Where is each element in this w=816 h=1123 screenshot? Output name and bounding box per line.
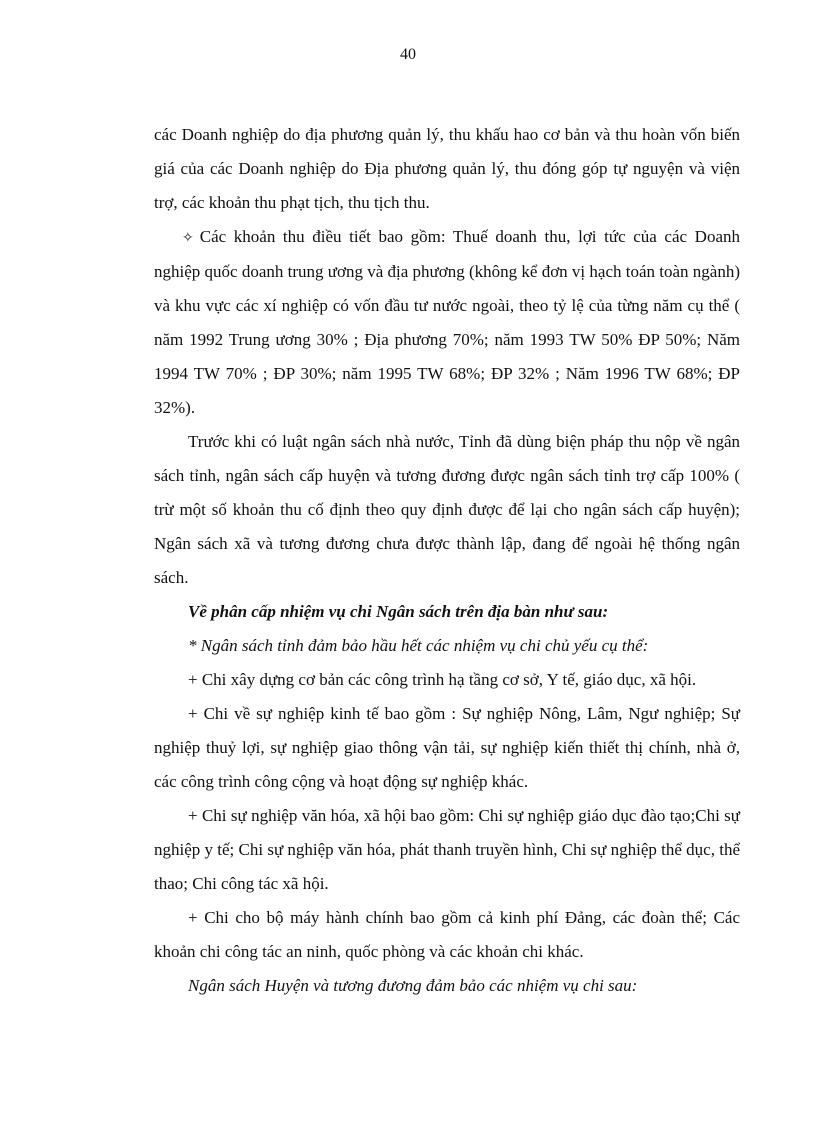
paragraph-before-budget-law: Trước khi có luật ngân sách nhà nước, Tỉnh đã dùng biện pháp thu nộp về ngân sách tỉnh, ngân sách cấp huyện và tương đương được ngân sách tỉnh trợ cấp 100% ( trừ một số khoản thu cố định theo quy định được để lại cho ngân sách cấp huyện); Ngân sách xã và tương đương chưa được thành lập, đang để ngoài hệ thống ngân sách.: [154, 432, 740, 587]
paragraph-revenue-sources: các Doanh nghiệp do địa phương quản lý, thu khấu hao cơ bản và thu hoàn vốn biến giá của các Doanh nghiệp do Địa phương quản lý, thu đóng góp tự nguyện và viện trợ, các khoản thu phạt tịch, thu tịch thu.: [154, 125, 740, 212]
document-body: [154, 118, 740, 1003]
subheading-district-budget: Ngân sách Huyện và tương đương đảm bảo các nhiệm vụ chi sau:: [188, 976, 638, 995]
paragraph-regulated-revenue-text: Các khoản thu điều tiết bao gồm: Thuế doanh thu, lợi tức của các Doanh nghiệp quốc doanh trung ương và địa phương (không kể đơn vị hạch toán toàn ngành) và khu vực các xí nghiệp có vốn đầu tư nước ngoài, theo tỷ lệ của từng năm cụ thể ( năm 1992 Trung ương 30% ; Địa phương 70%; năm 1993 TW 50% ĐP 50%; Năm 1994 TW 70% ; ĐP 30%; năm 1995 TW 68%; ĐP 32% ; Năm 1996 TW 68%; ĐP 32%).: [154, 227, 740, 417]
diamond-bullet-icon: ✧: [182, 230, 194, 246]
subheading-province-budget: * Ngân sách tỉnh đảm bảo hầu hết các nhiệm vụ chi chủ yếu cụ thể:: [188, 636, 649, 655]
list-item-infrastructure: + Chi xây dựng cơ bản các công trình hạ tầng cơ sở, Y tế, giáo dục, xã hội.: [188, 670, 697, 689]
list-item-administration: + Chi cho bộ máy hành chính bao gồm cả kinh phí Đảng, các đoàn thể; Các khoản chi công tác an ninh, quốc phòng và các khoản chi khác.: [154, 908, 740, 961]
list-item-culture-social: + Chi sự nghiệp văn hóa, xã hội bao gồm: Chi sự nghiệp giáo dục đào tạo;Chi sự nghiệp y tế; Chi sự nghiệp văn hóa, phát thanh truyền hình, Chi sự nghiệp thể dục, thể thao; Chi công tác xã hội.: [154, 806, 740, 893]
paragraph-regulated-revenue: [154, 220, 740, 425]
section-heading-expenditure: Về phân cấp nhiệm vụ chi Ngân sách trên địa bàn như sau:: [188, 602, 609, 621]
list-item-economic: + Chi về sự nghiệp kinh tế bao gồm : Sự nghiệp Nông, Lâm, Ngư nghiệp; Sự nghiệp thuỷ lợi, sự nghiệp giao thông vận tải, sự nghiệp kiến thiết thị chính, nhà ở, các công trình công cộng và hoạt động sự nghiệp khác.: [154, 704, 740, 791]
page-number: 40: [400, 46, 416, 63]
